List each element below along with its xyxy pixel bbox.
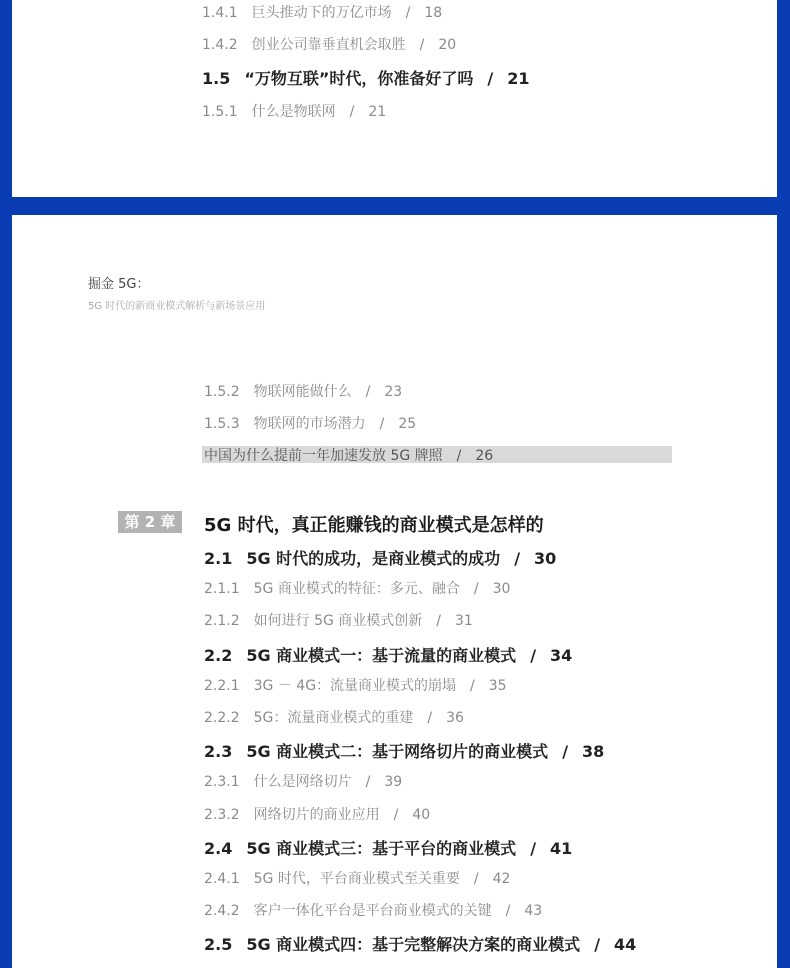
entry-page: 39 bbox=[384, 774, 403, 791]
entry-page: 21 bbox=[368, 104, 387, 120]
entry-title: 中国为什么提前一年加速发放 5G 牌照 bbox=[204, 448, 443, 464]
entry-separator: / bbox=[393, 806, 399, 823]
entry-number: 1.5.1 bbox=[202, 104, 238, 120]
entry-separator: / bbox=[473, 871, 479, 887]
toc-entry bbox=[204, 643, 572, 666]
entry-number: 2.5 bbox=[204, 935, 233, 955]
entry-number: 1.4.2 bbox=[202, 37, 238, 53]
entry-title: 客户一体化平台是平台商业模式的关键 bbox=[253, 903, 492, 920]
toc-page-bottom bbox=[12, 215, 777, 968]
entry-title: 3G － 4G：流量商业模式的崩塌 bbox=[253, 677, 457, 694]
toc-entry bbox=[204, 868, 510, 888]
entry-separator: / bbox=[456, 448, 462, 464]
entry-separator: / bbox=[365, 774, 371, 791]
entry-number: 1.4.1 bbox=[202, 5, 238, 21]
entry-number: 2.1.1 bbox=[204, 581, 240, 598]
toc-entry bbox=[204, 900, 542, 920]
entry-title: 什么是网络切片 bbox=[253, 774, 352, 791]
entry-number: 2.1.2 bbox=[204, 613, 240, 630]
entry-number: 2.4 bbox=[204, 838, 233, 858]
entry-title: 物联网的市场潜力 bbox=[253, 416, 366, 432]
entry-separator: / bbox=[594, 935, 601, 955]
entry-separator: / bbox=[419, 37, 425, 53]
entry-number: 2.3.2 bbox=[204, 806, 240, 823]
entry-page: 43 bbox=[524, 903, 543, 920]
entry-title: 巨头推动下的万亿市场 bbox=[251, 5, 392, 21]
entry-title: 5G 商业模式四：基于完整解决方案的商业模式 bbox=[246, 935, 581, 955]
entry-separator: / bbox=[427, 710, 433, 726]
entry-number: 2.3 bbox=[204, 742, 233, 762]
book-subtitle: 5G 时代的新商业模式解析与新场景应用 bbox=[88, 301, 266, 312]
entry-page: 44 bbox=[614, 935, 637, 955]
entry-page: 30 bbox=[534, 549, 557, 568]
entry-title: 5G 时代的成功，是商业模式的成功 bbox=[246, 549, 501, 568]
chapter-title: 5G 时代，真正能赚钱的商业模式是怎样的 bbox=[204, 515, 544, 536]
entry-separator: / bbox=[405, 5, 411, 21]
toc-entry bbox=[202, 66, 530, 89]
entry-title: 什么是物联网 bbox=[251, 104, 336, 120]
entry-number: 1.5.3 bbox=[204, 416, 240, 432]
entry-page: 34 bbox=[550, 645, 573, 665]
toc-entry bbox=[204, 771, 402, 791]
toc-entry bbox=[204, 675, 507, 695]
entry-page: 42 bbox=[492, 871, 511, 887]
entry-page: 20 bbox=[438, 37, 457, 53]
toc-entry bbox=[204, 739, 604, 762]
entry-number: 2.2.1 bbox=[204, 677, 240, 694]
entry-separator: / bbox=[487, 69, 494, 88]
toc-entry bbox=[204, 932, 636, 955]
entry-separator: / bbox=[473, 581, 479, 598]
entry-title: 网络切片的商业应用 bbox=[253, 806, 380, 823]
entry-title: “万物互联”时代，你准备好了吗 bbox=[244, 69, 474, 88]
entry-number: 2.4.1 bbox=[204, 871, 240, 887]
entry-separator: / bbox=[470, 677, 475, 694]
chapter-label: 第 2 章 bbox=[118, 511, 182, 533]
toc-page-top bbox=[12, 0, 777, 197]
entry-page: 25 bbox=[398, 416, 417, 432]
entry-page: 36 bbox=[446, 710, 464, 726]
entry-number: 2.4.2 bbox=[204, 903, 240, 920]
entry-page: 18 bbox=[424, 5, 443, 21]
entry-number: 2.2 bbox=[204, 645, 233, 665]
entry-page: 26 bbox=[475, 448, 494, 464]
toc-entry bbox=[204, 707, 464, 727]
toc-entry bbox=[202, 2, 442, 22]
entry-title: 5G 商业模式三：基于平台的商业模式 bbox=[246, 838, 517, 858]
toc-entry bbox=[204, 546, 556, 569]
entry-separator: / bbox=[530, 645, 537, 665]
toc-entry bbox=[204, 381, 402, 401]
entry-title: 物联网能做什么 bbox=[253, 384, 352, 400]
entry-separator: / bbox=[365, 384, 371, 400]
entry-title: 创业公司靠垂直机会取胜 bbox=[251, 37, 406, 53]
entry-number: 1.5 bbox=[202, 69, 231, 88]
toc-entry bbox=[204, 578, 510, 598]
entry-title: 5G 商业模式二：基于网络切片的商业模式 bbox=[246, 742, 549, 762]
entry-page: 38 bbox=[582, 742, 605, 762]
highlight-entry bbox=[204, 445, 493, 465]
entry-page: 40 bbox=[412, 806, 431, 823]
toc-entry bbox=[204, 413, 416, 433]
entry-separator: / bbox=[562, 742, 569, 762]
entry-page: 30 bbox=[492, 581, 511, 598]
entry-separator: / bbox=[530, 838, 537, 858]
entry-number: 1.5.2 bbox=[204, 384, 240, 400]
entry-number: 2.3.1 bbox=[204, 774, 240, 791]
entry-number: 2.2.2 bbox=[204, 710, 240, 726]
entry-number: 2.1 bbox=[204, 549, 233, 568]
toc-entry bbox=[204, 610, 473, 630]
book-title: 掘金 5G： bbox=[88, 277, 150, 292]
toc-entry bbox=[204, 804, 430, 824]
toc-entry bbox=[202, 34, 456, 54]
entry-separator: / bbox=[379, 416, 385, 432]
entry-page: 35 bbox=[488, 677, 507, 694]
entry-separator: / bbox=[514, 549, 521, 568]
entry-title: 5G 商业模式的特征：多元、融合 bbox=[253, 581, 460, 598]
entry-title: 5G：流量商业模式的重建 bbox=[253, 710, 414, 726]
entry-page: 23 bbox=[384, 384, 403, 400]
toc-entry bbox=[204, 836, 572, 859]
entry-separator: / bbox=[349, 104, 355, 120]
entry-separator: / bbox=[505, 903, 511, 920]
entry-title: 5G 时代，平台商业模式至关重要 bbox=[253, 871, 460, 887]
entry-page: 31 bbox=[455, 613, 473, 630]
entry-page: 21 bbox=[507, 69, 530, 88]
entry-separator: / bbox=[436, 613, 441, 630]
entry-title: 5G 商业模式一：基于流量的商业模式 bbox=[246, 645, 517, 665]
entry-page: 41 bbox=[550, 838, 573, 858]
toc-entry bbox=[202, 101, 386, 121]
entry-title: 如何进行 5G 商业模式创新 bbox=[253, 613, 423, 630]
